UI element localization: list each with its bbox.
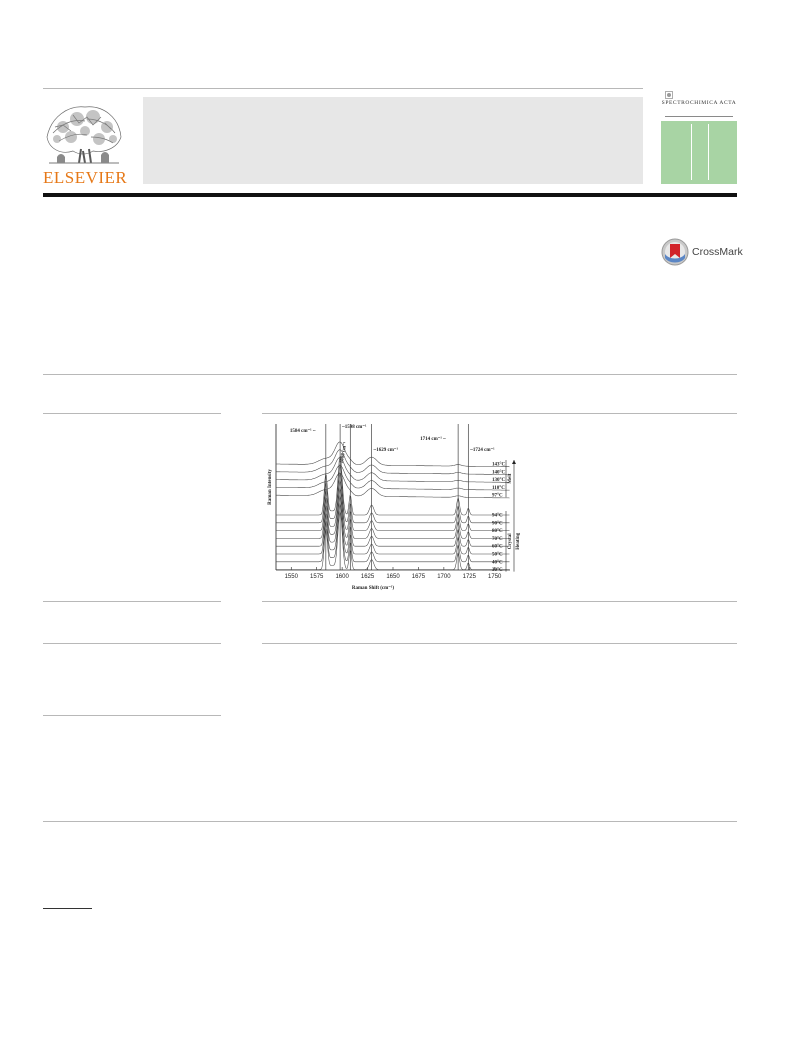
spectrum-line [276,495,510,554]
x-tick-label: 1550 [284,574,298,580]
x-tick-label: 1600 [335,574,349,580]
journal-cover-title: SPECTROCHIMICA ACTA [661,100,737,106]
top-rule [43,88,643,89]
spectrum-line [276,462,510,490]
cover-emblem-icon [665,91,673,99]
series-temperature-label: 94°C [492,513,503,519]
spectrum-line [276,450,510,475]
spectrum-line [276,456,510,515]
left-column-rule-4 [43,715,221,716]
spectrum-line [276,485,510,547]
x-tick-label: 1725 [462,574,476,580]
y-axis-label: Raman Intensity [268,469,273,505]
series-temperature-label: 80°C [492,529,503,535]
left-column-rule-1 [43,413,221,414]
left-column-rule-3 [43,643,221,644]
crossmark-icon[interactable] [661,238,689,266]
x-tick-label: 1575 [310,574,324,580]
bottom-full-rule [43,821,737,822]
heating-arrow-head [512,460,516,464]
series-temperature-label: 110°C [492,485,505,491]
series-temperature-label: 30°C [492,568,503,574]
crossmark-label[interactable]: CrossMark [692,246,743,258]
journal-cover-header [661,88,737,121]
spectrum-line [276,511,510,570]
spectrum-line [276,464,510,523]
journal-cover-thumbnail [661,88,737,184]
cover-stripe-right [708,124,709,180]
phase-label-melt: Melt [508,473,513,484]
peak-annotation-label: ~1724 cm⁻¹ [470,448,495,453]
cover-stripe-left [691,124,692,180]
right-column-rule-1 [262,413,737,414]
series-temperature-label: 130°C [492,478,506,484]
article-info-rule [43,374,737,375]
peak-annotation-label: ~1608 cm⁻¹ [339,441,349,467]
right-column-rule-2 [262,601,737,602]
series-temperature-label: 97°C [492,493,503,499]
spectrum-line [276,442,510,467]
spectrum-line [276,472,510,531]
series-temperature-label: 50°C [492,552,503,558]
x-tick-label: 1750 [488,574,502,580]
series-temperature-label: 70°C [492,536,503,542]
x-tick-label: 1650 [386,574,400,580]
raman-spectra-chart [262,420,520,598]
cover-subtitle-line [665,116,733,117]
peak-annotation-label: ~1629 cm⁻¹ [373,448,399,453]
x-tick-label: 1625 [360,574,375,580]
series-temperature-label: 143°C [492,462,506,468]
phase-label-crystal: Crystal [508,533,513,550]
process-label-heating: Heating [516,532,521,550]
x-axis-label: Raman Shift (cm⁻¹) [351,586,395,591]
series-temperature-label: 90°C [492,521,503,527]
peak-annotation-label: ~1598 cm⁻¹ [342,425,367,430]
x-tick-label: 1700 [437,574,451,580]
journal-banner [143,97,643,184]
elsevier-wordmark: ELSEVIER [43,168,128,187]
left-column-rule-2 [43,601,221,602]
peak-annotation-label: 1584 cm⁻¹ ~ [289,429,316,434]
spectrum-line [276,458,510,483]
spectrum-line [276,503,510,562]
footnote-rule [43,908,92,909]
x-tick-label: 1675 [411,574,426,580]
series-temperature-label: 140°C [492,470,506,476]
right-column-rule-3 [262,643,737,644]
series-temperature-label: 40°C [492,560,503,566]
spectrum-line [276,480,510,539]
header-thick-rule [43,193,737,197]
spectrum-line [276,473,510,498]
series-temperature-label: 60°C [492,544,503,550]
peak-annotation-label: 1714 cm⁻¹ ~ [420,437,446,442]
